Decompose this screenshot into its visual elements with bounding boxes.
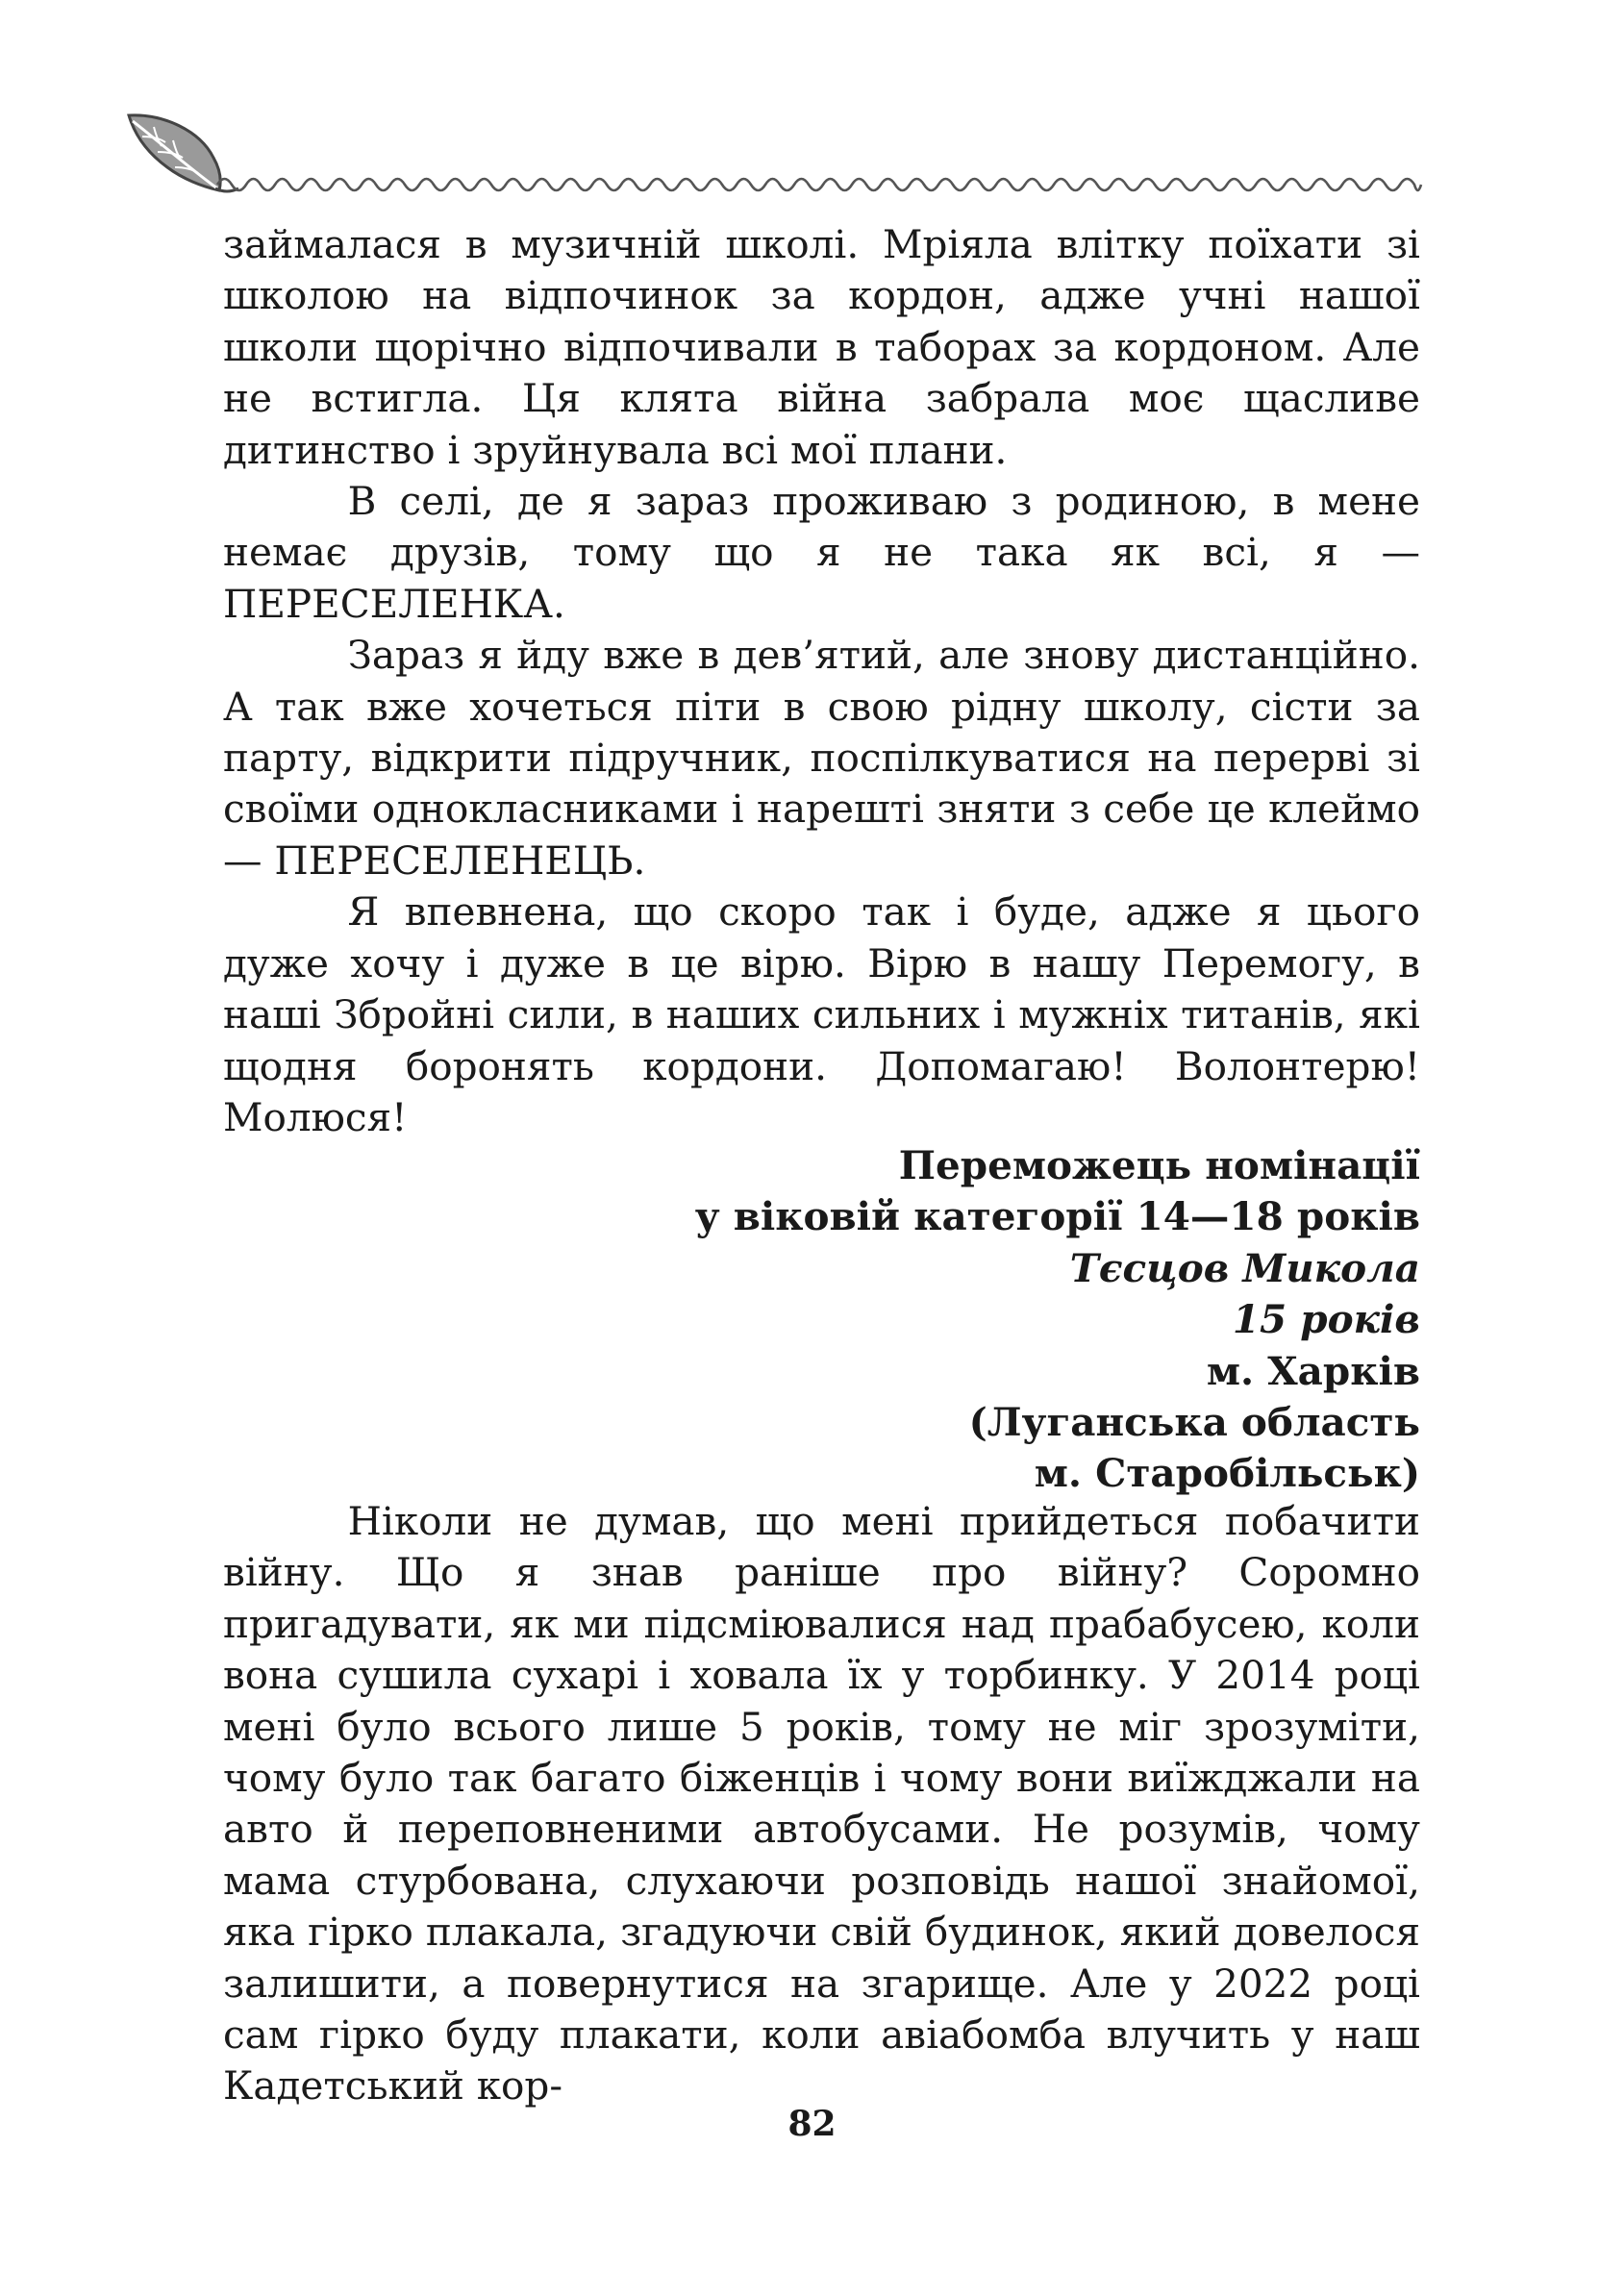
author-age: 15 років: [1232, 1296, 1420, 1343]
paragraph: В селі, де я зараз проживаю з родиною, в мене немає друзів, тому що я не така як всі, я — ПЕРЕСЕЛЕНКА.: [223, 478, 1420, 627]
author-name: Тєсцов Микола: [1069, 1244, 1420, 1291]
award-title: Переможець номінації: [898, 1142, 1420, 1188]
page-header-ornament: [125, 113, 1423, 200]
author-origin-city: м. Старобільськ): [1034, 1450, 1420, 1497]
paragraph: Ніколи не думав, що мені прийдеться побачити війну. Що я знав раніше про війну? Соромно пригадувати, як ми підсміювалися над прабабусею, коли вона сушила сухарі і ховала їх у торбинку. У 2014 році мені було всього лише 5 років, тому не міг зрозуміти, чому було так багато біженців і чому вони виїжджали на авто й переповненими автобусами. Не розумів, чому мама стурбована, слухаючи розповідь нашої знайомої, яка гірко плакала, згадуючи свій будинок, який довелося залишити, а повернутися на згарище. Але у 2022 році сам гірко буду плакати, коли авіабомба влучить у наш Кадетський кор-: [223, 1498, 1420, 2110]
paragraph: Я впевнена, що скоро так і буде, адже я цього дуже хочу і дуже в це вірю. Вірю в нашу Перемогу, в наші Збройні сили, в наших сильних і мужніх титанів, які щодня боронять кордони. Допомагаю! Волонтерю! Молюся!: [223, 888, 1420, 1140]
author-signature: [577, 1140, 1420, 1500]
leaf-and-wave-decoration: [125, 113, 1423, 200]
paragraph: займалася в музичній школі. Мріяла влітку поїхати зі школою на відпочинок за кордон, адже учні нашої школи щорічно відпочивали в таборах за кордоном. Але не встигла. Ця клята війна забрала моє щасливе дитинство і зруйнувала всі мої плани.: [223, 221, 1420, 473]
age-category: у віковій категорії 14—18 років: [694, 1193, 1420, 1240]
wavy-line: [217, 179, 1421, 190]
author-origin-region: (Луганська область: [968, 1399, 1420, 1446]
text-section-one: [223, 219, 1420, 1143]
author-city: м. Харків: [1206, 1347, 1420, 1394]
page-number: 82: [787, 2104, 837, 2144]
paragraph: Зараз я йду вже в дев’ятий, але знову дистанційно. А так вже хочеться піти в свою рідну школу, сісти за парту, відкрити підручник, поспілкуватися на перерві зі своїми однокласниками і нарешті зняти з себе це клеймо — ПЕРЕСЕЛЕНЕЦЬ.: [223, 632, 1420, 884]
text-section-two: [223, 1496, 1420, 2112]
